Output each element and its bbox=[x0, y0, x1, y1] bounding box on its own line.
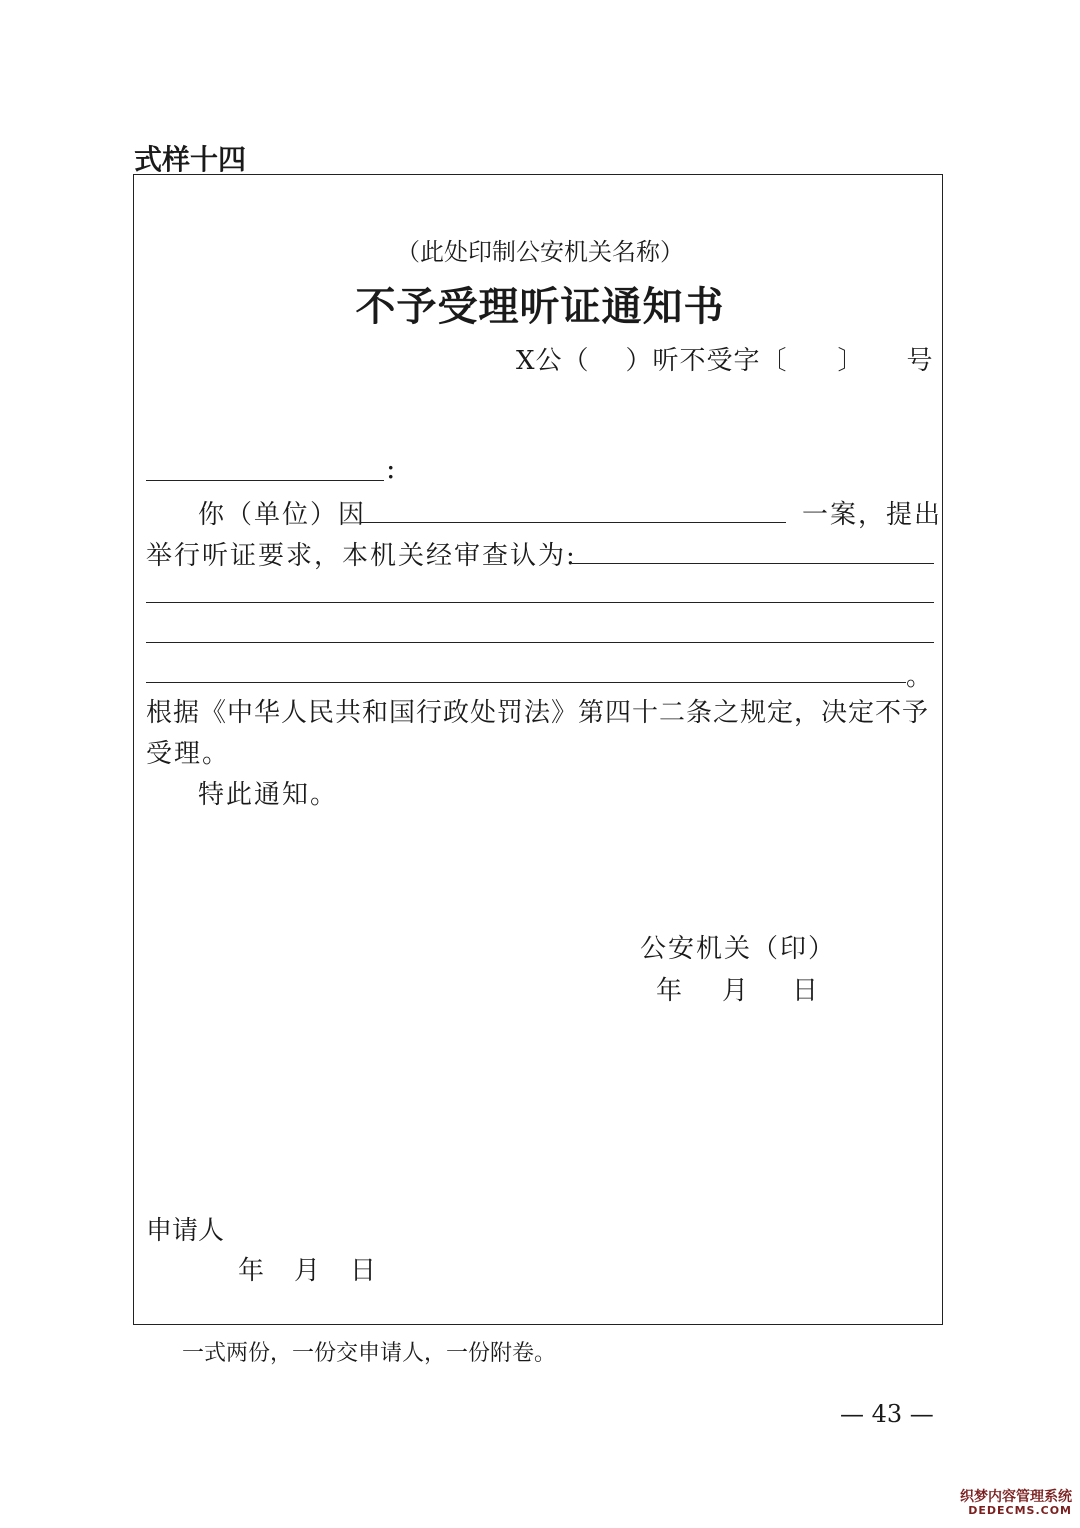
notice-text: 特此通知。 bbox=[198, 780, 339, 810]
review-blank-line-1 bbox=[572, 563, 934, 564]
addressee-blank-line bbox=[146, 480, 384, 481]
body-line1-start: 你（单位）因 bbox=[198, 500, 367, 530]
doc-number-prefix: X公（ bbox=[516, 346, 590, 376]
doc-number-close: 〕 bbox=[837, 346, 865, 376]
page-number: — 43 — bbox=[840, 1400, 934, 1428]
applicant-date bbox=[238, 1250, 376, 1287]
review-blank-line-2 bbox=[146, 602, 934, 603]
legal-basis-line: 根据《中华人民共和国行政处罚法》第四十二条之规定，决定不予 bbox=[146, 698, 930, 728]
doc-number-mid: ）听不受字〔 bbox=[625, 346, 788, 376]
addressee-colon: : bbox=[386, 452, 396, 485]
applicant-month: 月 bbox=[294, 1256, 321, 1286]
site-watermark bbox=[960, 1490, 1072, 1516]
seal-label: 公安机关（印） bbox=[640, 934, 837, 964]
review-blank-line-4 bbox=[146, 682, 906, 683]
signature-day: 日 bbox=[792, 976, 819, 1006]
review-period: 。 bbox=[906, 662, 935, 692]
applicant-label: 申请人 bbox=[146, 1216, 225, 1246]
review-blank-line-3 bbox=[146, 642, 934, 643]
form-label: 式样十四 bbox=[134, 143, 247, 176]
applicant-year: 年 bbox=[238, 1256, 265, 1286]
case-blank-line bbox=[360, 522, 786, 523]
signature-year: 年 bbox=[656, 976, 683, 1006]
applicant-day: 日 bbox=[350, 1256, 377, 1286]
watermark-line-2: DEDECMS.COM bbox=[968, 1503, 1072, 1517]
doc-number-suffix: 号 bbox=[906, 346, 934, 376]
signature-date bbox=[656, 970, 818, 1007]
body-line2-start: 举行听证要求，本机关经审查认为: bbox=[146, 541, 577, 571]
footnote: 一式两份，一份交申请人，一份附卷。 bbox=[182, 1341, 557, 1366]
signature-month: 月 bbox=[722, 976, 749, 1006]
org-name-placeholder: （此处印制公安机关名称） bbox=[396, 238, 684, 266]
document-title: 不予受理听证通知书 bbox=[355, 283, 725, 330]
document-number bbox=[516, 340, 934, 377]
legal-basis-line-2: 受理。 bbox=[146, 739, 231, 769]
body-line1-end: 一案，提出 bbox=[802, 500, 943, 530]
watermark-line-1: 织梦内容管理系统 bbox=[960, 1489, 1072, 1505]
